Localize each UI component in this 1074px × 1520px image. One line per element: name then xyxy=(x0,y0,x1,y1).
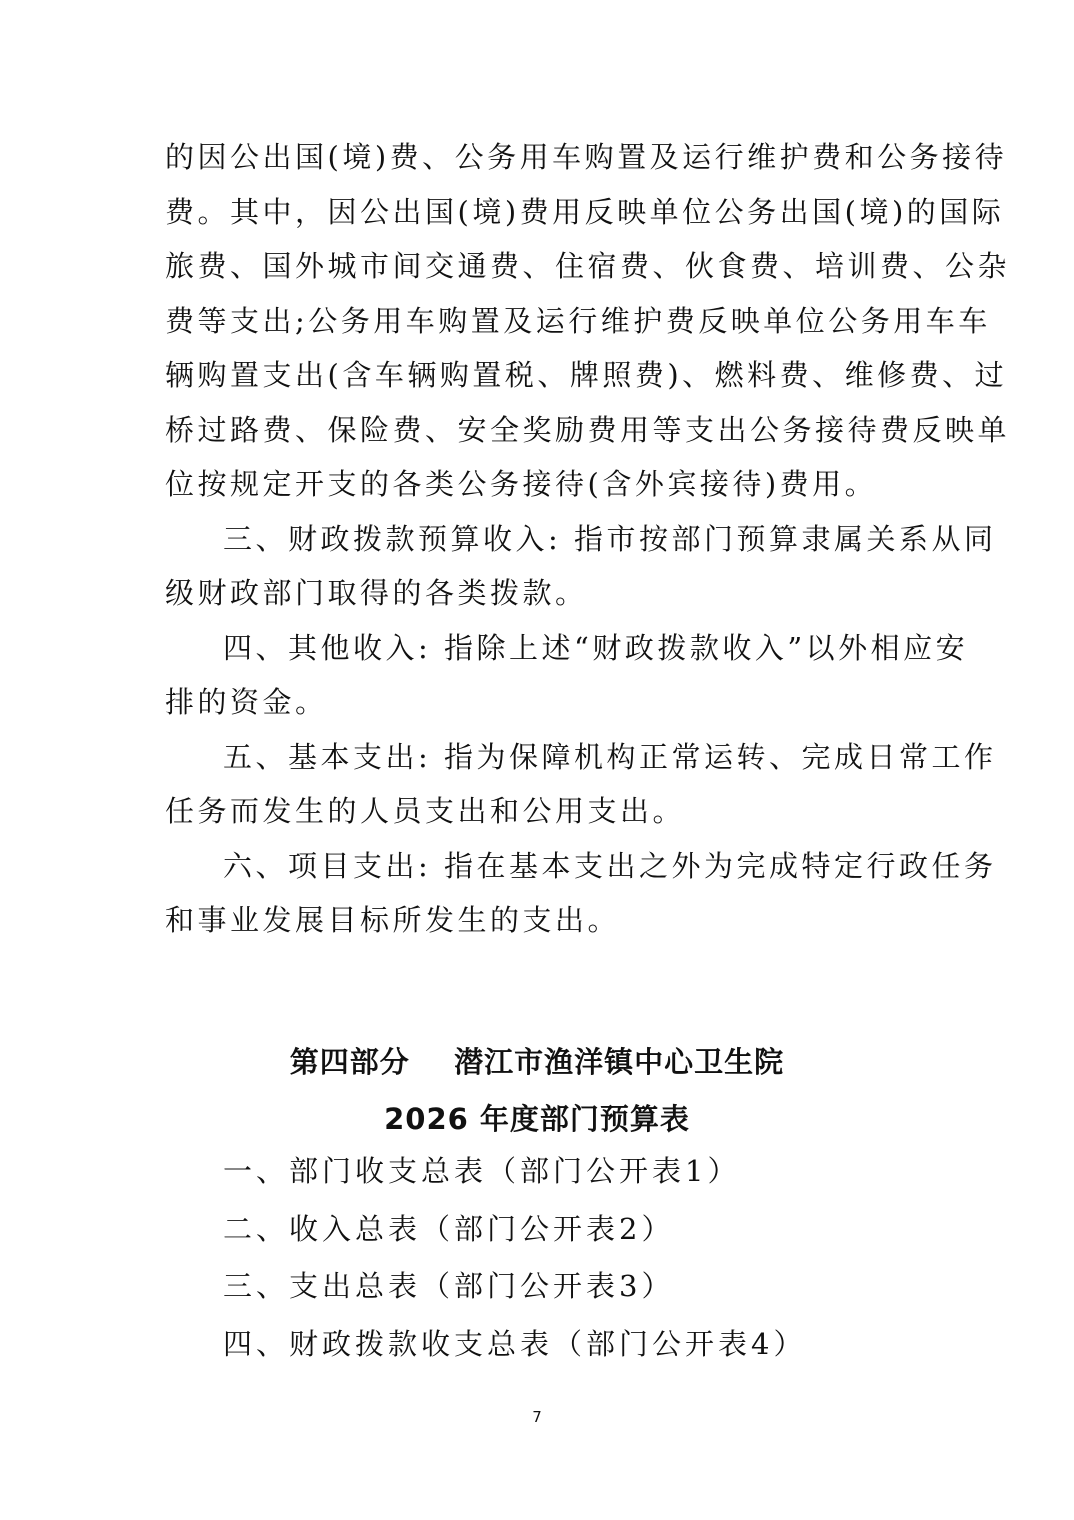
list-item: 一、部门收支总表（部门公开表1） xyxy=(223,1154,741,1188)
body-line: 四、其他收入: 指除上述“财政拨款收入”以外相应安 xyxy=(223,630,969,665)
body-line: 桥过路费、保险费、安全奖励费用等支出公务接待费反映单 xyxy=(165,412,1011,447)
body-line: 和事业发展目标所发生的支出。 xyxy=(165,903,621,937)
list-item: 四、财政拨款收支总表（部门公开表4） xyxy=(223,1326,807,1361)
body-line: 级财政部门取得的各类拨款。 xyxy=(165,576,588,610)
body-line: 旅费、国外城市间交通费、住宿费、伙食费、培训费、公杂 xyxy=(165,249,1011,283)
body-line: 的因公出国(境)费、公务用车购置及运行维护费和公务接待 xyxy=(165,140,1008,174)
body-line: 费等支出;公务用车购置及运行维护费反映单位公务用车车 xyxy=(165,303,991,338)
body-line: 任务而发生的人员支出和公用支出。 xyxy=(165,794,686,828)
body-line: 五、基本支出: 指为保障机构正常运转、完成日常工作 xyxy=(223,739,997,774)
tables-list xyxy=(223,1143,923,1373)
body-line: 位按规定开支的各类公务接待(含外宾接待)费用。 xyxy=(165,467,878,501)
list-item: 三、支出总表（部门公开表3） xyxy=(223,1269,675,1303)
body-line: 排的资金。 xyxy=(165,685,328,719)
body-line: 六、项目支出: 指在基本支出之外为完成特定行政任务 xyxy=(223,848,997,883)
definitions-text xyxy=(165,130,1011,948)
body-line: 三、财政拨款预算收入: 指市按部门预算隶属关系从同 xyxy=(223,521,997,556)
page-number: 7 xyxy=(532,1408,542,1426)
section-heading: 第四部分 潜江市渔洋镇中心卫生院 xyxy=(289,1045,785,1079)
section-subheading: 2026 年度部门预算表 xyxy=(384,1102,690,1136)
list-item: 二、收入总表（部门公开表2） xyxy=(223,1211,675,1246)
body-line: 费。其中，因公出国(境)费用反映单位公务出国(境)的国际 xyxy=(165,194,1005,229)
body-line: 辆购置支出(含车辆购置税、牌照费)、燃料费、维修费、过 xyxy=(165,358,1008,392)
